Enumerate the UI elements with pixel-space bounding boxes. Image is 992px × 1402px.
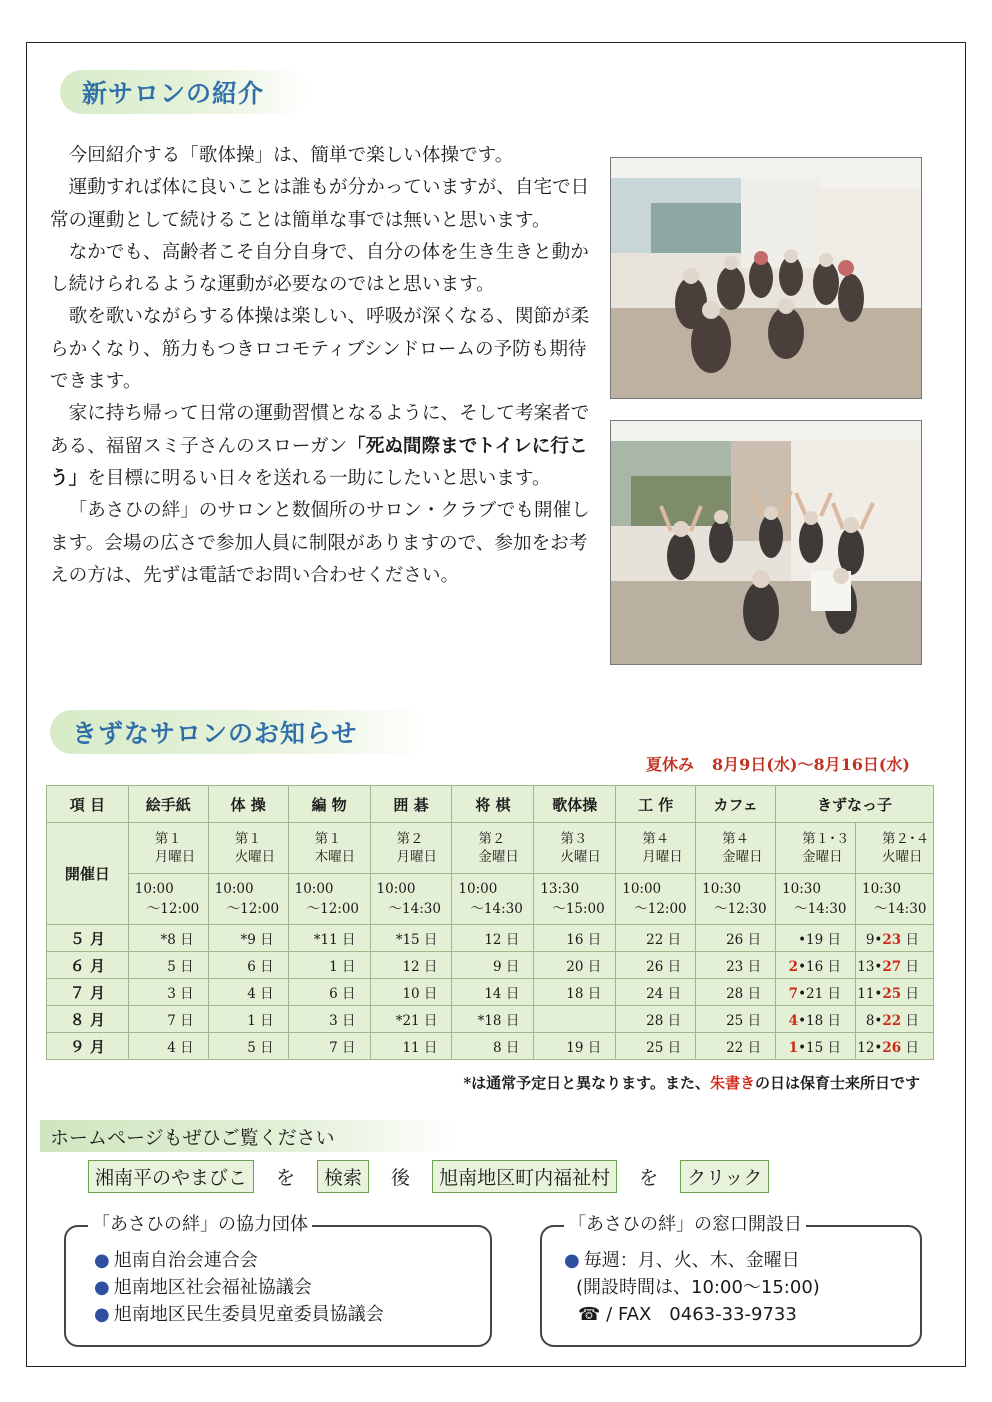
intro-text bbox=[50, 140, 590, 592]
date-cell: 5 日 bbox=[128, 952, 208, 979]
date-cell: 4 日 bbox=[128, 1033, 208, 1060]
month-label: ７ 月 bbox=[47, 979, 129, 1006]
intro-paragraph bbox=[50, 398, 590, 495]
date-cell: 7 日 bbox=[288, 1033, 370, 1060]
childcare-date: 25 bbox=[882, 986, 902, 1002]
date-cell: *15 日 bbox=[370, 925, 452, 952]
weekday: 木曜日 bbox=[314, 849, 356, 865]
kizuna-13-cell bbox=[776, 1006, 856, 1033]
date-suffix: 日 bbox=[901, 959, 919, 975]
date-cell: *9 日 bbox=[208, 925, 288, 952]
date-cell: 22 日 bbox=[696, 1033, 776, 1060]
section-title: 新サロンの紹介 bbox=[82, 79, 265, 108]
date-cell: *18 日 bbox=[452, 1006, 534, 1033]
week-number: 第１･３ bbox=[802, 831, 850, 847]
kizuna-24-cell bbox=[856, 1006, 934, 1033]
date-text: •18 日 bbox=[798, 1013, 841, 1029]
start-time: 10:00 bbox=[294, 881, 334, 897]
phone-fax: / FAX 0463-33-9733 bbox=[606, 1304, 797, 1325]
time-cell bbox=[616, 874, 696, 925]
weekday: 月曜日 bbox=[642, 849, 683, 865]
date-text: 9• bbox=[865, 932, 883, 948]
start-time: 10:00 bbox=[458, 881, 498, 897]
childcare-date: 27 bbox=[882, 959, 902, 975]
end-time: ～12:00 bbox=[226, 901, 280, 917]
childcare-date: 2 bbox=[788, 959, 799, 975]
childcare-date: 22 bbox=[882, 1013, 902, 1029]
weekday-cell bbox=[696, 823, 776, 874]
week-number: 第４ bbox=[642, 831, 670, 847]
time-cell bbox=[696, 874, 776, 925]
header-cell-kizunakko: きずなっ子 bbox=[776, 786, 934, 823]
header-cell: 編 物 bbox=[288, 786, 370, 823]
date-text: 8• bbox=[865, 1013, 883, 1029]
month-row bbox=[47, 1006, 934, 1033]
weekday-row bbox=[47, 823, 934, 874]
header-cell: 将 棋 bbox=[452, 786, 534, 823]
section-heading-kizuna-salon bbox=[50, 710, 430, 754]
week-number: 第２ bbox=[478, 831, 506, 847]
target-page-box: 旭南地区町内福祉村 bbox=[432, 1160, 617, 1193]
date-cell: 24 日 bbox=[616, 979, 696, 1006]
summer-vacation-note bbox=[600, 752, 910, 775]
intro-paragraph: なかでも、高齢者こそ自分自身で、自分の体を生き生きと動かし続けられるような運動が必要なのではと思います。 bbox=[50, 241, 589, 296]
salon-photo-2 bbox=[610, 420, 922, 665]
week-number: 第２ bbox=[396, 831, 424, 847]
office-title: 「あさひの絆」の窓口開設日 bbox=[564, 1211, 806, 1238]
date-cell: 1 日 bbox=[288, 952, 370, 979]
footnote-red-word: 朱書き bbox=[709, 1074, 755, 1092]
date-cell: 4 日 bbox=[208, 979, 288, 1006]
table-header-row bbox=[47, 786, 934, 823]
partners-title: 「あさひの絆」の協力団体 bbox=[88, 1211, 312, 1238]
end-time: ～12:00 bbox=[306, 901, 360, 917]
partner-name: 旭南自治会連合会 bbox=[113, 1250, 258, 1271]
date-cell: 3 日 bbox=[288, 1006, 370, 1033]
site-name-box: 湘南平のやまびこ bbox=[88, 1160, 254, 1193]
weekday: 月曜日 bbox=[154, 849, 196, 865]
time-cell bbox=[370, 874, 452, 925]
date-cell: 3 日 bbox=[128, 979, 208, 1006]
weekday-cell bbox=[856, 823, 934, 874]
date-cell: 25 日 bbox=[696, 1006, 776, 1033]
header-cell: 工 作 bbox=[616, 786, 696, 823]
date-text: 12• bbox=[857, 1040, 883, 1056]
date-cell: 28 日 bbox=[616, 1006, 696, 1033]
week-number: 第１ bbox=[314, 831, 342, 847]
particle-text: 後 bbox=[391, 1167, 411, 1189]
time-cell bbox=[452, 874, 534, 925]
date-suffix: 日 bbox=[901, 1013, 919, 1029]
date-cell: 6 日 bbox=[288, 979, 370, 1006]
particle-text: を bbox=[276, 1167, 296, 1189]
partners-box bbox=[64, 1214, 492, 1347]
month-label: ５ 月 bbox=[47, 925, 129, 952]
bullet-icon: ● bbox=[94, 1304, 110, 1325]
intro-paragraph: 今回紹介する「歌体操」は、簡単で楽しい体操です。 bbox=[68, 145, 514, 166]
start-time: 10:30 bbox=[862, 881, 901, 897]
salon-photo-1 bbox=[610, 157, 922, 399]
vacation-label: 夏休み bbox=[646, 755, 695, 774]
section-title: きずなサロンのお知らせ bbox=[72, 719, 358, 748]
date-cell: 28 日 bbox=[696, 979, 776, 1006]
kizuna-24-cell bbox=[856, 1033, 934, 1060]
weekday: 月曜日 bbox=[396, 849, 438, 865]
phone-icon: ☎ bbox=[578, 1304, 601, 1325]
header-cell: カフェ bbox=[696, 786, 776, 823]
date-cell: *21 日 bbox=[370, 1006, 452, 1033]
week-number: 第１ bbox=[154, 831, 182, 847]
start-time: 10:00 bbox=[214, 881, 254, 897]
month-label: ８ 月 bbox=[47, 1006, 129, 1033]
homepage-instructions bbox=[88, 1160, 769, 1193]
footnote-text: の日は保育士来所日です bbox=[754, 1074, 920, 1092]
date-cell: 9 日 bbox=[452, 952, 534, 979]
end-time: ～12:30 bbox=[714, 901, 767, 917]
week-number: 第１ bbox=[234, 831, 262, 847]
intro-paragraph: 「あさひの絆」のサロンと数個所のサロン・クラブでも開催します。会場の広さで参加人員に制限がありますので、参加をお考えの方は、先ずは電話でお問い合わせください。 bbox=[50, 500, 590, 586]
header-cell: 絵手紙 bbox=[128, 786, 208, 823]
weekday-cell bbox=[776, 823, 856, 874]
date-cell: 14 日 bbox=[452, 979, 534, 1006]
office-hours: (開設時間は、10:00～15:00) bbox=[576, 1277, 820, 1298]
bullet-icon: ● bbox=[564, 1250, 580, 1271]
office-days: 毎週：月、火、木、金曜日 bbox=[583, 1250, 800, 1271]
date-cell: 23 日 bbox=[696, 952, 776, 979]
list-item bbox=[94, 1247, 384, 1274]
particle-text: を bbox=[639, 1167, 659, 1189]
date-label: 開催日 bbox=[47, 823, 129, 925]
month-row bbox=[47, 925, 934, 952]
date-cell: *8 日 bbox=[128, 925, 208, 952]
slogan-text: 「死ぬ間際までトイレに行こう」 bbox=[50, 435, 588, 489]
section-heading-new-salon bbox=[60, 70, 310, 114]
weekday: 金曜日 bbox=[802, 849, 843, 865]
start-time: 10:00 bbox=[376, 881, 416, 897]
header-cell: 囲 碁 bbox=[370, 786, 452, 823]
partner-name: 旭南地区社会福祉協議会 bbox=[113, 1277, 312, 1298]
weekday-cell bbox=[616, 823, 696, 874]
date-cell: 7 日 bbox=[128, 1006, 208, 1033]
childcare-date: 23 bbox=[882, 932, 902, 948]
intro-paragraph: 歌を歌いながらする体操は楽しい、呼吸が深くなる、関節が柔らかくなり、筋力もつきロコモティブシンドロームの予防も期待できます。 bbox=[50, 306, 590, 393]
date-cell: 6 日 bbox=[208, 952, 288, 979]
end-time: ～14:30 bbox=[470, 901, 523, 917]
kizuna-24-cell bbox=[856, 952, 934, 979]
month-label: ９ 月 bbox=[47, 1033, 129, 1060]
kizuna-13-cell bbox=[776, 952, 856, 979]
date-suffix: 日 bbox=[901, 1040, 919, 1056]
header-cell: 体 操 bbox=[208, 786, 288, 823]
date-cell: 20 日 bbox=[534, 952, 616, 979]
intro-paragraph: 運動すれば体に良いことは誰もが分かっていますが、自宅で日常の運動として続けることは簡単な事では無いと思います。 bbox=[50, 177, 590, 231]
bullet-icon: ● bbox=[94, 1250, 110, 1271]
date-cell: 1 日 bbox=[208, 1006, 288, 1033]
time-cell bbox=[128, 874, 208, 925]
date-suffix: 日 bbox=[901, 932, 919, 948]
end-time: ～14:30 bbox=[874, 901, 927, 917]
childcare-date: 4 bbox=[788, 1013, 799, 1029]
childcare-date: 7 bbox=[788, 986, 799, 1002]
weekday: 金曜日 bbox=[478, 849, 519, 865]
kizuna-13-cell bbox=[776, 1033, 856, 1060]
date-text: •21 日 bbox=[798, 986, 841, 1002]
kizuna-24-cell bbox=[856, 979, 934, 1006]
date-cell: 25 日 bbox=[616, 1033, 696, 1060]
date-cell: 16 日 bbox=[534, 925, 616, 952]
weekday-cell bbox=[288, 823, 370, 874]
start-time: 10:00 bbox=[134, 881, 174, 897]
date-cell: 10 日 bbox=[370, 979, 452, 1006]
weekday-cell bbox=[534, 823, 616, 874]
date-cell: 11 日 bbox=[370, 1033, 452, 1060]
vacation-dates: 8月9日(水)～8月16日(水) bbox=[712, 755, 910, 774]
month-row bbox=[47, 1033, 934, 1060]
week-number: 第４ bbox=[722, 831, 750, 847]
end-time: ～12:00 bbox=[146, 901, 200, 917]
weekday: 火曜日 bbox=[882, 849, 923, 865]
weekday-cell bbox=[208, 823, 288, 874]
month-row bbox=[47, 952, 934, 979]
week-number: 第３ bbox=[560, 831, 588, 847]
list-item bbox=[94, 1274, 384, 1301]
weekday: 火曜日 bbox=[234, 849, 276, 865]
date-cell: 18 日 bbox=[534, 979, 616, 1006]
end-time: ～12:00 bbox=[634, 901, 687, 917]
kizuna-24-cell bbox=[856, 925, 934, 952]
schedule-table bbox=[46, 785, 934, 1060]
date-suffix: 日 bbox=[901, 986, 919, 1002]
date-cell: *11 日 bbox=[288, 925, 370, 952]
bullet-icon: ● bbox=[94, 1277, 110, 1298]
list-item bbox=[564, 1274, 820, 1301]
kizuna-13-cell bbox=[776, 979, 856, 1006]
click-box: クリック bbox=[680, 1160, 769, 1193]
paragraph-text: を目標に明るい日々を送れる一助にしたいと思います。 bbox=[87, 467, 551, 489]
office-info-list bbox=[564, 1247, 820, 1328]
time-cell bbox=[856, 874, 934, 925]
start-time: 10:30 bbox=[702, 881, 742, 897]
weekday-cell bbox=[370, 823, 452, 874]
header-cell: 歌体操 bbox=[534, 786, 616, 823]
date-cell: 12 日 bbox=[370, 952, 452, 979]
date-text: 13• bbox=[857, 959, 883, 975]
start-time: 10:30 bbox=[782, 881, 821, 897]
weekday-cell bbox=[128, 823, 208, 874]
office-hours-box bbox=[540, 1214, 922, 1347]
date-cell: 12 日 bbox=[452, 925, 534, 952]
date-cell: 26 日 bbox=[696, 925, 776, 952]
schedule-footnote bbox=[300, 1072, 920, 1093]
start-time: 10:00 bbox=[622, 881, 662, 897]
paragraph-text: 家に持ち帰って日常の運動習慣となるように、そして考案者である、福留スミ子さんのスローガン bbox=[50, 403, 590, 457]
end-time: ～15:00 bbox=[552, 901, 605, 917]
start-time: 13:30 bbox=[540, 881, 580, 897]
date-cell: 26 日 bbox=[616, 952, 696, 979]
date-text: •16 日 bbox=[798, 959, 841, 975]
date-text: 11• bbox=[857, 986, 883, 1002]
end-time: ～14:30 bbox=[794, 901, 847, 917]
partner-name: 旭南地区民生委員児童委員協議会 bbox=[113, 1304, 384, 1325]
date-cell: 22 日 bbox=[616, 925, 696, 952]
time-cell bbox=[534, 874, 616, 925]
homepage-banner bbox=[40, 1120, 460, 1152]
list-item bbox=[94, 1301, 384, 1328]
childcare-date: 1 bbox=[788, 1040, 799, 1056]
search-box: 検索 bbox=[317, 1160, 369, 1193]
date-cell: 19 日 bbox=[534, 1033, 616, 1060]
homepage-banner-text: ホームページもぜひご覧ください bbox=[50, 1126, 335, 1149]
date-text: •15 日 bbox=[798, 1040, 841, 1056]
end-time: ～14:30 bbox=[388, 901, 441, 917]
list-item bbox=[564, 1301, 820, 1328]
weekday: 火曜日 bbox=[560, 849, 601, 865]
time-row bbox=[47, 874, 934, 925]
date-cell: 8 日 bbox=[452, 1033, 534, 1060]
time-cell bbox=[208, 874, 288, 925]
list-item bbox=[564, 1247, 820, 1274]
date-text: •19 日 bbox=[798, 932, 841, 948]
partners-list bbox=[94, 1247, 384, 1328]
childcare-date: 26 bbox=[882, 1040, 902, 1056]
date-cell: 5 日 bbox=[208, 1033, 288, 1060]
month-label: ６ 月 bbox=[47, 952, 129, 979]
time-cell bbox=[288, 874, 370, 925]
weekday-cell bbox=[452, 823, 534, 874]
header-item: 項 目 bbox=[47, 786, 129, 823]
weekday: 金曜日 bbox=[722, 849, 763, 865]
footnote-text: *は通常予定日と異なります。また、 bbox=[463, 1074, 710, 1092]
week-number: 第２･４ bbox=[882, 831, 930, 847]
date-cell bbox=[534, 1006, 616, 1033]
kizuna-13-cell bbox=[776, 925, 856, 952]
month-row bbox=[47, 979, 934, 1006]
time-cell bbox=[776, 874, 856, 925]
